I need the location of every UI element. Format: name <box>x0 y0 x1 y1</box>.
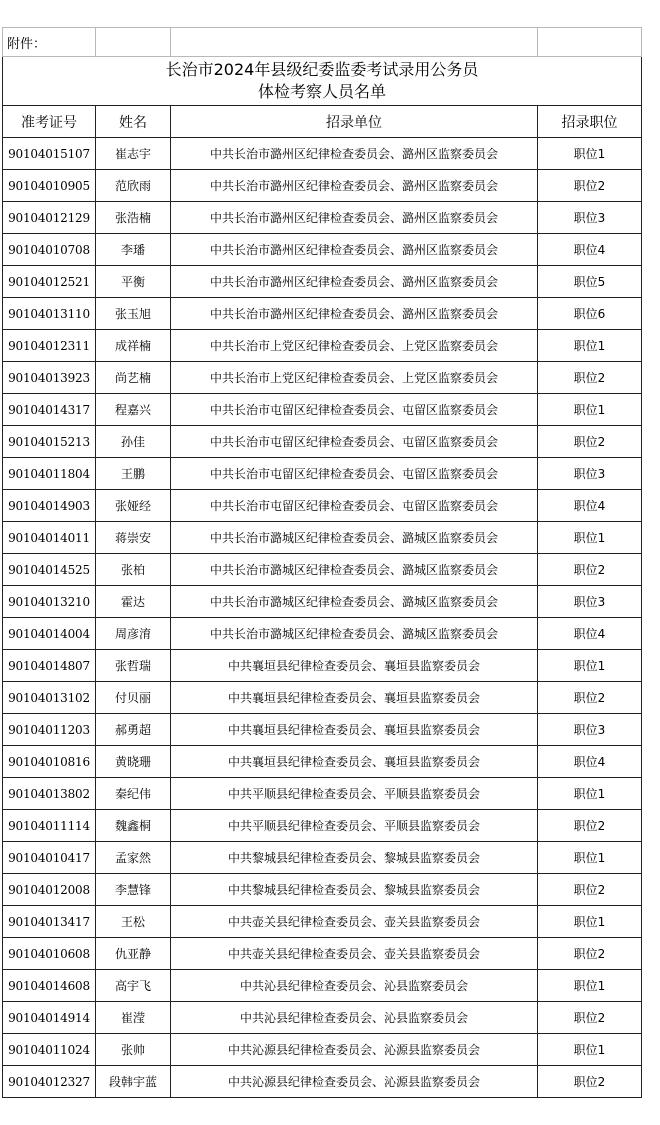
cell-name: 范欣雨 <box>96 170 171 202</box>
cell-name: 崔志宇 <box>96 138 171 170</box>
cell-exam-id: 90104014608 <box>3 970 96 1002</box>
cell-position: 职位1 <box>538 906 642 938</box>
table-row <box>3 778 642 810</box>
cell-unit: 中共长治市潞州区纪律检查委员会、潞州区监察委员会 <box>171 266 538 298</box>
table-row <box>3 330 642 362</box>
table-row <box>3 842 642 874</box>
cell-unit: 中共襄垣县纪律检查委员会、襄垣县监察委员会 <box>171 650 538 682</box>
cell-name: 郝勇超 <box>96 714 171 746</box>
cell-position: 职位2 <box>538 1066 642 1098</box>
table-row <box>3 1066 642 1098</box>
cell-unit: 中共平顺县纪律检查委员会、平顺县监察委员会 <box>171 778 538 810</box>
cell-exam-id: 90104014011 <box>3 522 96 554</box>
cell-unit: 中共长治市屯留区纪律检查委员会、屯留区监察委员会 <box>171 426 538 458</box>
attachment-row <box>3 28 642 57</box>
cell-unit: 中共黎城县纪律检查委员会、黎城县监察委员会 <box>171 842 538 874</box>
cell-exam-id: 90104014525 <box>3 554 96 586</box>
cell-name: 段韩宇蓝 <box>96 1066 171 1098</box>
cell-unit: 中共襄垣县纪律检查委员会、襄垣县监察委员会 <box>171 682 538 714</box>
cell-unit: 中共长治市潞州区纪律检查委员会、潞州区监察委员会 <box>171 234 538 266</box>
cell-exam-id: 90104010816 <box>3 746 96 778</box>
cell-name: 张娅经 <box>96 490 171 522</box>
header-name: 姓名 <box>96 106 171 138</box>
cell-name: 黄晓珊 <box>96 746 171 778</box>
cell-position: 职位2 <box>538 810 642 842</box>
cell-position: 职位2 <box>538 1002 642 1034</box>
table-row <box>3 938 642 970</box>
cell-name: 张帅 <box>96 1034 171 1066</box>
cell-name: 张哲瑞 <box>96 650 171 682</box>
cell-position: 职位1 <box>538 970 642 1002</box>
table-row <box>3 874 642 906</box>
table-row <box>3 554 642 586</box>
cell-exam-id: 90104012129 <box>3 202 96 234</box>
cell-name: 平衡 <box>96 266 171 298</box>
cell-name: 高宇飞 <box>96 970 171 1002</box>
cell-unit: 中共长治市上党区纪律检查委员会、上党区监察委员会 <box>171 362 538 394</box>
table-row <box>3 1002 642 1034</box>
cell-unit: 中共沁县纪律检查委员会、沁县监察委员会 <box>171 970 538 1002</box>
cell-unit: 中共沁县纪律检查委员会、沁县监察委员会 <box>171 1002 538 1034</box>
cell-exam-id: 90104012008 <box>3 874 96 906</box>
attachment-label: 附件： <box>3 28 96 57</box>
cell-exam-id: 90104012327 <box>3 1066 96 1098</box>
cell-name: 秦纪伟 <box>96 778 171 810</box>
cell-name: 张浩楠 <box>96 202 171 234</box>
cell-exam-id: 90104015213 <box>3 426 96 458</box>
cell-exam-id: 90104013210 <box>3 586 96 618</box>
cell-name: 程嘉兴 <box>96 394 171 426</box>
table-row <box>3 458 642 490</box>
table-row <box>3 618 642 650</box>
cell-unit: 中共壶关县纪律检查委员会、壶关县监察委员会 <box>171 938 538 970</box>
cell-position: 职位1 <box>538 394 642 426</box>
cell-name: 李慧锋 <box>96 874 171 906</box>
table-row <box>3 970 642 1002</box>
cell-name: 孙佳 <box>96 426 171 458</box>
cell-name: 仇亚静 <box>96 938 171 970</box>
cell-unit: 中共长治市潞州区纪律检查委员会、潞州区监察委员会 <box>171 298 538 330</box>
table-row <box>3 906 642 938</box>
cell-unit: 中共平顺县纪律检查委员会、平顺县监察委员会 <box>171 810 538 842</box>
header-unit: 招录单位 <box>171 106 538 138</box>
table-row <box>3 298 642 330</box>
document-title <box>3 57 642 106</box>
cell-unit: 中共长治市屯留区纪律检查委员会、屯留区监察委员会 <box>171 490 538 522</box>
table-row <box>3 138 642 170</box>
cell-unit: 中共长治市潞州区纪律检查委员会、潞州区监察委员会 <box>171 170 538 202</box>
cell-position: 职位2 <box>538 362 642 394</box>
cell-name: 尚艺楠 <box>96 362 171 394</box>
cell-exam-id: 90104010417 <box>3 842 96 874</box>
cell-name: 崔滢 <box>96 1002 171 1034</box>
table-row <box>3 810 642 842</box>
cell-position: 职位4 <box>538 746 642 778</box>
cell-position: 职位1 <box>538 1034 642 1066</box>
cell-unit: 中共襄垣县纪律检查委员会、襄垣县监察委员会 <box>171 746 538 778</box>
cell-unit: 中共长治市屯留区纪律检查委员会、屯留区监察委员会 <box>171 458 538 490</box>
cell-exam-id: 90104011024 <box>3 1034 96 1066</box>
cell-exam-id: 90104011114 <box>3 810 96 842</box>
cell-exam-id: 90104014903 <box>3 490 96 522</box>
cell-exam-id: 90104014004 <box>3 618 96 650</box>
table-row <box>3 714 642 746</box>
table-row <box>3 266 642 298</box>
cell-name: 张柏 <box>96 554 171 586</box>
attachment-empty-cell <box>96 28 171 57</box>
cell-unit: 中共长治市潞城区纪律检查委员会、潞城区监察委员会 <box>171 586 538 618</box>
cell-exam-id: 90104014807 <box>3 650 96 682</box>
cell-unit: 中共壶关县纪律检查委员会、壶关县监察委员会 <box>171 906 538 938</box>
cell-position: 职位1 <box>538 842 642 874</box>
cell-name: 魏鑫桐 <box>96 810 171 842</box>
cell-name: 周彦淯 <box>96 618 171 650</box>
cell-exam-id: 90104010708 <box>3 234 96 266</box>
cell-position: 职位2 <box>538 554 642 586</box>
table-body <box>3 28 642 1098</box>
table-row <box>3 426 642 458</box>
candidate-table <box>2 27 642 1098</box>
title-row <box>3 57 642 106</box>
table-row <box>3 234 642 266</box>
cell-exam-id: 90104014914 <box>3 1002 96 1034</box>
cell-unit: 中共襄垣县纪律检查委员会、襄垣县监察委员会 <box>171 714 538 746</box>
cell-exam-id: 90104012521 <box>3 266 96 298</box>
cell-exam-id: 90104014317 <box>3 394 96 426</box>
cell-exam-id: 90104010905 <box>3 170 96 202</box>
cell-exam-id: 90104015107 <box>3 138 96 170</box>
cell-unit: 中共长治市潞城区纪律检查委员会、潞城区监察委员会 <box>171 522 538 554</box>
cell-exam-id: 90104012311 <box>3 330 96 362</box>
cell-position: 职位1 <box>538 522 642 554</box>
table-row <box>3 746 642 778</box>
cell-name: 王鹏 <box>96 458 171 490</box>
cell-exam-id: 90104010608 <box>3 938 96 970</box>
table-row <box>3 170 642 202</box>
cell-unit: 中共长治市潞州区纪律检查委员会、潞州区监察委员会 <box>171 138 538 170</box>
header-position: 招录职位 <box>538 106 642 138</box>
cell-unit: 中共长治市潞州区纪律检查委员会、潞州区监察委员会 <box>171 202 538 234</box>
cell-name: 付贝丽 <box>96 682 171 714</box>
attachment-empty-cell <box>171 28 538 57</box>
cell-position: 职位3 <box>538 202 642 234</box>
cell-position: 职位1 <box>538 330 642 362</box>
cell-position: 职位2 <box>538 170 642 202</box>
cell-unit: 中共长治市潞城区纪律检查委员会、潞城区监察委员会 <box>171 618 538 650</box>
cell-position: 职位2 <box>538 874 642 906</box>
cell-unit: 中共沁源县纪律检查委员会、沁源县监察委员会 <box>171 1034 538 1066</box>
cell-unit: 中共黎城县纪律检查委员会、黎城县监察委员会 <box>171 874 538 906</box>
title-line-2: 体检考察人员名单 <box>257 82 386 101</box>
cell-exam-id: 90104013802 <box>3 778 96 810</box>
cell-exam-id: 90104011804 <box>3 458 96 490</box>
cell-position: 职位4 <box>538 490 642 522</box>
table-row <box>3 1034 642 1066</box>
cell-exam-id: 90104013110 <box>3 298 96 330</box>
cell-position: 职位4 <box>538 618 642 650</box>
cell-position: 职位2 <box>538 938 642 970</box>
cell-position: 职位1 <box>538 778 642 810</box>
cell-name: 霍达 <box>96 586 171 618</box>
table-row <box>3 682 642 714</box>
cell-exam-id: 90104011203 <box>3 714 96 746</box>
cell-exam-id: 90104013102 <box>3 682 96 714</box>
cell-name: 王松 <box>96 906 171 938</box>
table-row <box>3 586 642 618</box>
cell-unit: 中共长治市潞城区纪律检查委员会、潞城区监察委员会 <box>171 554 538 586</box>
cell-exam-id: 90104013417 <box>3 906 96 938</box>
cell-position: 职位3 <box>538 586 642 618</box>
table-row <box>3 490 642 522</box>
cell-position: 职位5 <box>538 266 642 298</box>
cell-name: 李璠 <box>96 234 171 266</box>
cell-unit: 中共沁源县纪律检查委员会、沁源县监察委员会 <box>171 1066 538 1098</box>
cell-position: 职位1 <box>538 138 642 170</box>
cell-position: 职位4 <box>538 234 642 266</box>
table-row <box>3 362 642 394</box>
table-row <box>3 522 642 554</box>
cell-position: 职位2 <box>538 426 642 458</box>
table-row <box>3 650 642 682</box>
cell-name: 成祥楠 <box>96 330 171 362</box>
cell-position: 职位1 <box>538 650 642 682</box>
cell-exam-id: 90104013923 <box>3 362 96 394</box>
cell-name: 孟家然 <box>96 842 171 874</box>
cell-name: 蒋崇安 <box>96 522 171 554</box>
cell-position: 职位3 <box>538 714 642 746</box>
table-row <box>3 202 642 234</box>
cell-name: 张玉旭 <box>96 298 171 330</box>
cell-position: 职位3 <box>538 458 642 490</box>
cell-unit: 中共长治市屯留区纪律检查委员会、屯留区监察委员会 <box>171 394 538 426</box>
cell-unit: 中共长治市上党区纪律检查委员会、上党区监察委员会 <box>171 330 538 362</box>
cell-position: 职位6 <box>538 298 642 330</box>
title-line-1: 长治市2024年县级纪委监委考试录用公务员 <box>165 60 479 79</box>
header-id: 准考证号 <box>3 106 96 138</box>
attachment-empty-cell <box>538 28 642 57</box>
cell-position: 职位2 <box>538 682 642 714</box>
header-row <box>3 106 642 138</box>
table-row <box>3 394 642 426</box>
